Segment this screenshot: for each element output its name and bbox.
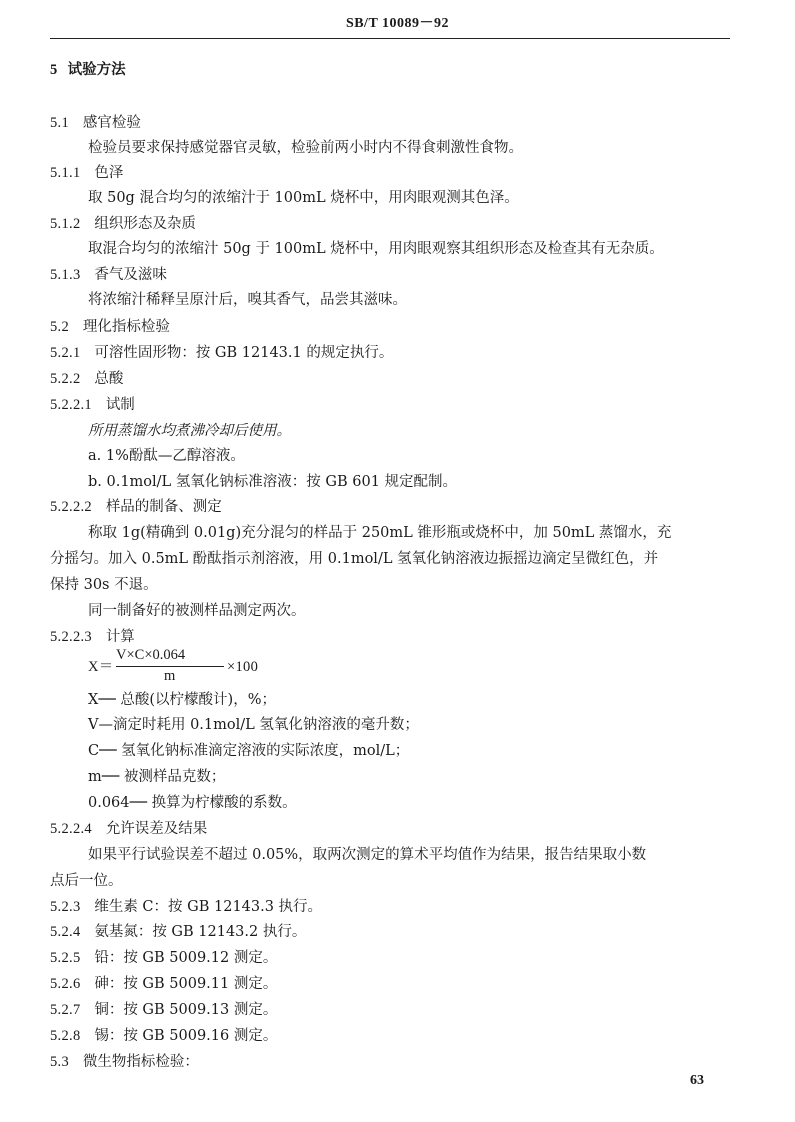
clause-heading xyxy=(50,163,123,183)
formula-denominator: m xyxy=(164,668,176,684)
paragraph-line: 检验员要求保持感觉器官灵敏，检验前两小时内不得食刺激性食物。 xyxy=(88,140,523,156)
clause-number: 5.1.1 xyxy=(50,165,81,181)
header-rule xyxy=(50,38,730,39)
clause-title: 色泽 xyxy=(94,165,124,181)
standard-code: SB/T 10089－92 xyxy=(345,16,450,31)
clause-line xyxy=(50,343,393,363)
clause-number: 5.2.2 xyxy=(50,371,81,387)
paragraph-line: 取 50g 混合均匀的浓缩汁于 100mL 烧杯中，用肉眼观测其色泽。 xyxy=(88,190,519,206)
clause-line xyxy=(50,897,322,917)
clause-heading xyxy=(50,627,135,647)
formula-numerator: V×C×0.064 xyxy=(116,647,186,663)
reagent-item-a: a. 1%酚酞—乙醇溶液。 xyxy=(88,448,245,464)
section-number: 5 xyxy=(50,62,58,78)
clause-text: 铅：按 GB 5009.12 测定。 xyxy=(94,950,278,966)
formula-lhs: X＝ xyxy=(88,659,114,675)
paragraph-line: 称取 1g(精确到 0.01g)充分混匀的样品于 250mL 锥形瓶或烧杯中，加 50mL 蒸馏水，充 xyxy=(88,525,672,541)
clause-number: 5.3 xyxy=(50,1054,70,1070)
clause-title: 微生物指标检验： xyxy=(82,1054,199,1070)
clause-number: 5.2.7 xyxy=(50,1002,81,1018)
clause-number: 5.1.3 xyxy=(50,267,81,283)
section-heading xyxy=(50,60,126,80)
paragraph-line: 取混合均匀的浓缩汁 50g 于 100mL 烧杯中，用肉眼观察其组织形态及检查其有无杂质。 xyxy=(88,241,664,257)
definition-line: C── 氢氧化钠标准滴定溶液的实际浓度，mol/L； xyxy=(88,743,410,759)
clause-line xyxy=(50,974,277,994)
clause-title: 总酸 xyxy=(94,371,124,387)
clause-number: 5.2.8 xyxy=(50,1028,81,1044)
clause-heading xyxy=(50,214,196,234)
clause-text: 可溶性固形物：按 GB 12143.1 的规定执行。 xyxy=(94,345,394,361)
paragraph-line: 同一制备好的被测样品测定两次。 xyxy=(88,603,306,619)
clause-number: 5.2.4 xyxy=(50,924,81,940)
clause-text: 铜：按 GB 5009.13 测定。 xyxy=(94,1002,278,1018)
clause-number: 5.1.2 xyxy=(50,216,81,232)
definition-line: m── 被测样品克数； xyxy=(88,769,226,785)
clause-heading xyxy=(50,395,135,415)
clause-text: 氨基氮：按 GB 12143.2 执行。 xyxy=(94,924,307,940)
clause-title: 允许误差及结果 xyxy=(105,821,208,837)
paragraph-line: 点后一位。 xyxy=(50,873,123,889)
definition-line: X── 总酸(以柠檬酸计)，%； xyxy=(88,692,276,708)
clause-heading xyxy=(50,497,222,517)
clause-title: 理化指标检验 xyxy=(82,319,170,335)
clause-number: 5.2.1 xyxy=(50,345,81,361)
definition-line: 0.064── 换算为柠檬酸的系数。 xyxy=(88,795,297,811)
clause-heading xyxy=(50,1052,199,1072)
clause-line xyxy=(50,922,306,942)
clause-text: 锡：按 GB 5009.16 测定。 xyxy=(94,1028,278,1044)
clause-heading xyxy=(50,369,123,389)
reagent-item-b: b. 0.1mol/L 氢氧化钠标准溶液：按 GB 601 规定配制。 xyxy=(88,474,458,490)
paragraph-line: 如果平行试验误差不超过 0.05%，取两次测定的算术平均值作为结果，报告结果取小数 xyxy=(88,847,647,863)
clause-title: 香气及滋味 xyxy=(94,267,167,283)
clause-number: 5.2 xyxy=(50,319,70,335)
clause-heading xyxy=(50,113,141,133)
clause-number: 5.1 xyxy=(50,115,70,131)
section-title: 试验方法 xyxy=(67,61,126,78)
paragraph-line: 所用蒸馏水均煮沸冷却后使用。 xyxy=(88,423,291,439)
clause-line xyxy=(50,948,277,968)
clause-heading xyxy=(50,819,207,839)
clause-number: 5.2.3 xyxy=(50,899,81,915)
page-number: 63 xyxy=(690,1073,704,1088)
clause-line xyxy=(50,1000,277,1020)
clause-line xyxy=(50,1026,277,1046)
clause-number: 5.2.2.1 xyxy=(50,397,92,413)
clause-number: 5.2.2.4 xyxy=(50,821,92,837)
clause-number: 5.2.2.2 xyxy=(50,499,92,515)
clause-number: 5.2.5 xyxy=(50,950,81,966)
formula-rhs: ×100 xyxy=(227,659,259,675)
paragraph-line: 保持 30s 不退。 xyxy=(50,577,158,593)
clause-heading xyxy=(50,265,167,285)
clause-title: 计算 xyxy=(105,629,135,645)
clause-text: 砷：按 GB 5009.11 测定。 xyxy=(94,976,278,992)
clause-title: 感官检验 xyxy=(82,115,141,131)
paragraph-line: 分摇匀。加入 0.5mL 酚酞指示剂溶液，用 0.1mol/L 氢氧化钠溶液边振摇边滴定呈微红色，并 xyxy=(50,551,659,567)
clause-title: 样品的制备、测定 xyxy=(105,499,222,515)
formula-fraction xyxy=(116,646,226,686)
clause-text: 维生素 C：按 GB 12143.3 执行。 xyxy=(94,899,323,915)
clause-number: 5.2.2.3 xyxy=(50,629,92,645)
definition-line: V—滴定时耗用 0.1mol/L 氢氧化钠溶液的毫升数； xyxy=(88,717,419,733)
clause-heading xyxy=(50,317,170,337)
clause-title: 组织形态及杂质 xyxy=(94,216,196,232)
clause-title: 试制 xyxy=(105,397,135,413)
paragraph-line: 将浓缩汁稀释呈原汁后，嗅其香气，品尝其滋味。 xyxy=(88,292,407,308)
clause-number: 5.2.6 xyxy=(50,976,81,992)
